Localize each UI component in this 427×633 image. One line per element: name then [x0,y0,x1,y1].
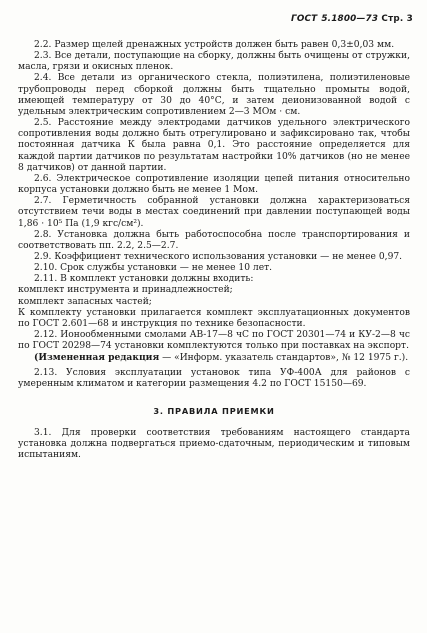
paragraph-2-13: 2.13. Условия эксплуатации установок типа УФ-400А для районов с умеренным климатом и категории размещения 4.2 по ГОСТ 15150—69. [18,367,410,389]
standard-label: ГОСТ [291,14,318,24]
paragraph-2-11: 2.11. В комплект установки должны входить: [34,274,254,285]
amendment-note [18,352,410,364]
page-number: Стр. 3 [381,14,413,24]
paragraph-2-12: 2.12. Ионообменными смолами АВ-17—8 чС по ГОСТ 20301—74 и КУ-2—8 чс по ГОСТ 20298—74 установки комплектуются только при поставках на экспорт. [18,330,410,352]
paragraph-2-10: 2.10. Срок службы установки — не менее 10 лет. [34,263,273,274]
amendment-label: (Измененная редакция [34,352,160,364]
paragraph-2-3: 2.3. Все детали, поступающие на сборку, должны быть очищены от стружки, масла, грязи и окисных пленок. [18,51,410,73]
paragraph-2-6: 2.6. Электрическое сопротивление изоляции цепей питания относительно корпуса установки должно быть не менее 1 Мом. [18,173,410,196]
section-title-acceptance: 3. ПРАВИЛА ПРИЕМКИ [153,405,275,416]
paragraph-2-2: 2.2. Размер щелей дренажных устройств должен быть равен 0,3±0,03 мм. [34,40,395,50]
list-item-spare-parts: комплект запасных частей; [18,296,152,307]
paragraph-documents: К комплекту установки прилагается комплект эксплуатационных документов по ГОСТ 2.601—68 и инструкция по технике безопасности. [18,307,410,329]
paragraph-2-9: 2.9. Коэффициент технического использования установки — не менее 0,97. [34,251,403,262]
paragraph-2-5: 2.5. Расстояние между электродами датчиков удельного электрического сопротивления воды должно быть отрегулировано и зафиксировано так, чтобы постоянная датчика К была равна 0,1. Это расстояние определяется для каждой партии датчиков по результатам настройки 10% датчиков (но не менее 8 датчиков) от данной партии. [18,118,410,173]
page-header [291,14,413,24]
paragraph-2-7: 2.7. Герметичность собранной установки должна характеризоваться отсутствием течи воды в местах соединений при давлении поступающей воды 1,86 · 10⁵ Па (1,9 кгс/см²). [18,196,410,229]
paragraph-2-4: 2.4. Все детали из органического стекла, полиэтилена, полиэтиленовые трубопроводы перед сборкой должны быть тщательно промыты водой, имеющей температуру от 30 до 40°С, и затем деионизованной водой с удельным электрическим сопротивлением 2—3 МОм · см. [18,73,410,117]
paragraph-2-8: 2.8. Установка должна быть работоспособна после транспортирования и соответствовать пп. 2.2, 2.5—2.7. [18,229,410,251]
standard-number: 5.1800—73 [321,14,379,24]
list-item-tools: комплект инструмента и принадлежностей; [18,285,233,296]
document-body [18,40,410,461]
paragraph-3-1: 3.1. Для проверки соответствия требованиям настоящего стандарта установка должна подвергаться приемо-сдаточным, периодическим и типовым испытаниям. [18,428,410,461]
amendment-text: — «Информ. указатель стандартов», № 12 1975 г.). [159,353,409,364]
